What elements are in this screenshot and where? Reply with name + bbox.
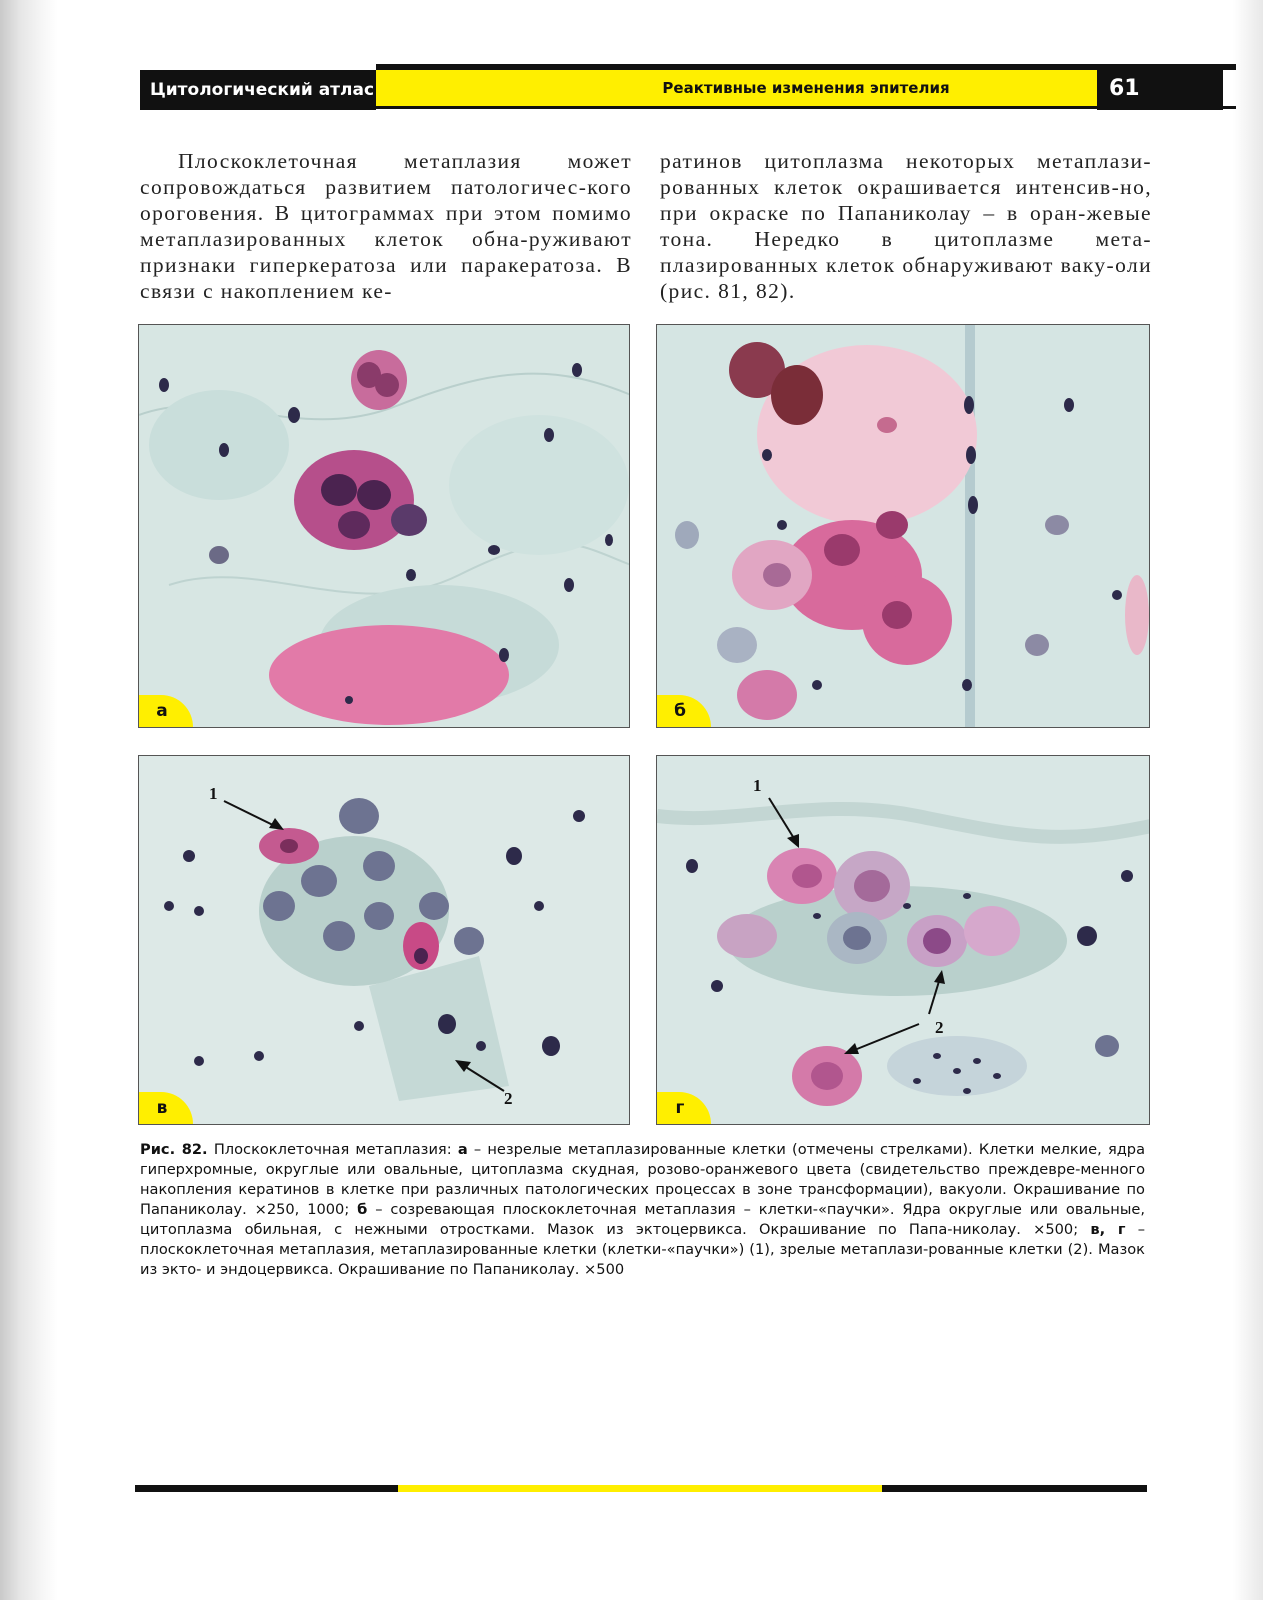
micrograph-panel-v bbox=[138, 755, 630, 1125]
arrow-marker-1: 1 bbox=[209, 784, 218, 803]
panel-label-g: г bbox=[657, 1092, 711, 1124]
micrograph-panel-b bbox=[656, 324, 1150, 728]
page-edge-shadow bbox=[1233, 0, 1263, 1600]
footer-rule-left bbox=[135, 1485, 398, 1492]
micrograph-a-image bbox=[139, 325, 630, 728]
caption-letter-b: б bbox=[357, 1201, 368, 1218]
micrograph-b-image bbox=[657, 325, 1150, 728]
panel-label-b: б bbox=[657, 695, 711, 727]
page-number: 61 bbox=[1097, 66, 1223, 110]
body-paragraph: ратинов цитоплазма некоторых метаплази-рованных клеток окрашивается интенсив-но, при окраске по Папаниколау – в оран-жевые тона. Нередко в цитоплазме мета-плазированных клеток обнаруживают ваку-оли (рис. 81, 82). bbox=[660, 149, 1152, 303]
panel-label-a: а bbox=[139, 695, 193, 727]
caption-paragraph bbox=[140, 1140, 1145, 1280]
caption-text-b: – созревающая плоскоклеточная метаплазия – клетки-«паучки». Ядра округлые или овальные, цитоплазма обильная, с нежными отростками. Мазок из эктоцервикса. Окрашивание по Папа-николау. ×500; bbox=[140, 1201, 1145, 1238]
micrograph-panel-a bbox=[138, 324, 630, 728]
arrow-marker-2: 2 bbox=[935, 1018, 944, 1037]
body-paragraph: Плоскоклеточная метаплазия может сопровождаться развитием патологичес-кого ороговения. В цитограммах при этом помимо метаплазированных клеток обна-руживают признаки гиперкератоза или паракератоза. В связи с накоплением ке- bbox=[140, 149, 632, 303]
caption-text-vg: – плоскоклеточная метаплазия, метаплазированные клетки (клетки-«паучки») (1), зрелые метаплази-рованные клетки (2). Мазок из экто- и эндоцервикса. Окрашивание по Папаниколау. ×500 bbox=[140, 1221, 1146, 1278]
footer-rule-right bbox=[882, 1485, 1147, 1492]
figure-reference: Рис. 82. bbox=[140, 1141, 208, 1158]
caption-text-a: – незрелые метаплазированные клетки (отмечены стрелками). Клетки мелкие, ядра гиперхромные, округлые или овальные, цитоплазма скудная, розово-оранжевого цвета (свидетельство преждевре-менного накопления кератинов в клетке при различных патологических процессах в зоне трансформации), вакуоли. Окрашивание по Папаниколау. ×250, 1000; bbox=[140, 1141, 1146, 1218]
section-title: Реактивные изменения эпителия bbox=[662, 79, 950, 97]
caption-letters-vg: в, г bbox=[1090, 1221, 1126, 1238]
panel-label-v: в bbox=[139, 1092, 193, 1124]
micrograph-v-image bbox=[139, 756, 630, 1125]
body-text-right-column bbox=[660, 148, 1152, 304]
body-text-left-column bbox=[140, 148, 632, 304]
micrograph-panel-g bbox=[656, 755, 1150, 1125]
footer-rule bbox=[135, 1485, 1147, 1492]
figure-caption bbox=[140, 1140, 1145, 1280]
caption-intro: Плоскоклеточная метаплазия: bbox=[213, 1141, 452, 1158]
atlas-title: Цитологический атлас bbox=[140, 70, 376, 110]
micrograph-g-image bbox=[657, 756, 1150, 1125]
footer-rule-middle bbox=[398, 1485, 882, 1492]
arrow-marker-1: 1 bbox=[753, 776, 762, 795]
caption-letter-a: а bbox=[457, 1141, 468, 1158]
page-binding-shadow bbox=[0, 0, 58, 1600]
running-header bbox=[140, 62, 1223, 114]
arrow-marker-2: 2 bbox=[504, 1089, 513, 1108]
